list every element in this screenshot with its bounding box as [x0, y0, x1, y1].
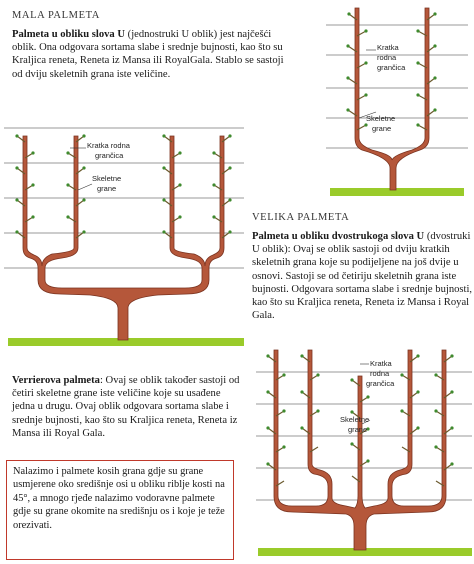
label-skeletal-group	[340, 415, 370, 434]
verrier-palmette-diagram	[252, 336, 474, 560]
label-spur-group	[366, 43, 406, 72]
label-skeletal-group	[359, 112, 395, 133]
tree-trunk	[355, 8, 429, 190]
label-skeletal-line1: Skeletne	[340, 415, 370, 424]
u-shape-palmette-diagram	[322, 0, 472, 200]
mala-palmeta-heading: MALA PALMETA	[12, 10, 100, 21]
velika-palmeta-heading: VELIKA PALMETA	[252, 212, 350, 223]
velika-palmeta-description	[252, 230, 474, 322]
oblique-palmette-note: Nalazimo i palmete kosih grana gdje su grane usmjerene oko središnje osi u obliku riblje kosti na 45°, a mnogo rjeđe nalazimo vodoravne palmete gdje su grane okomite na središnju os i koje je teže orezivati.	[6, 460, 234, 560]
label-spur-line2: grančica	[95, 151, 124, 160]
trellis-wires	[256, 372, 472, 500]
tree-trunk	[23, 136, 224, 340]
label-skeletal-line2: grane	[348, 425, 368, 434]
velika-palmeta-title: Palmeta u obliku dvostrukoga slova U	[252, 231, 425, 242]
label-skeletal-group	[78, 174, 121, 193]
label-skeletal-line2: grane	[97, 184, 117, 193]
ground-strip	[330, 188, 464, 196]
label-skeletal-line2: grane	[372, 124, 392, 133]
mala-palmeta-title: Palmeta u obliku slova U	[12, 29, 126, 40]
label-spur-line1: Kratka	[370, 359, 392, 368]
fruiting-spurs	[17, 136, 230, 238]
label-spur-line3: grančica	[377, 63, 406, 72]
label-skeletal-line1: Skeletne	[366, 114, 396, 123]
label-spur-group	[70, 141, 131, 160]
label-spur-group	[360, 359, 395, 388]
label-spur-line3: grančica	[366, 379, 395, 388]
label-skeletal-line1: Skeletne	[92, 174, 122, 183]
label-spur-line1: Kratka	[377, 43, 399, 52]
mala-palmeta-description	[12, 28, 294, 81]
label-spur-line2: rodna	[370, 369, 390, 378]
mala-palmeta-body: (jednostruki U oblik) jest najčešći oblik. Ona odgovara sortama slabe i srednje bujnosti, kao što su Kraljica reneta, Reneta iz Mansa ili RoyalGala. Stablo se sastoji od dviju skeletnih grana iste veličine.	[12, 29, 284, 80]
velika-palmeta-body: (dvostruki U oblik): Ovaj se oblik sastoji od dviju kratkih skeletnih grana koje su podijeljene na još dvije u osnovi. Sastoji se od četiriju skeletnih grana iste bujnosti. Odgovara sortama slabe i srednje bujnosti, kao što su Kraljica reneta, Reneta iz Mansa i Royal Gala.	[252, 231, 473, 322]
label-spur-line2: rodna	[377, 53, 397, 62]
double-u-palmette-diagram	[0, 108, 246, 348]
verrier-palmeta-body: : Ovaj se oblik također sastoji od četiri skeletne grane iste veličine koje su usađene jedna u drugu. Ovaj oblik odgovara sortama slabe i srednje bujnosti, kao što su Kraljica reneta, Reneta iz Mansa ili Royal Gala.	[12, 375, 240, 439]
verrier-palmeta-description	[12, 374, 246, 440]
verrier-palmeta-title: Verrierova palmeta	[12, 375, 100, 386]
fruiting-spurs	[348, 14, 435, 130]
label-spur-line1: Kratka rodna	[87, 141, 130, 150]
